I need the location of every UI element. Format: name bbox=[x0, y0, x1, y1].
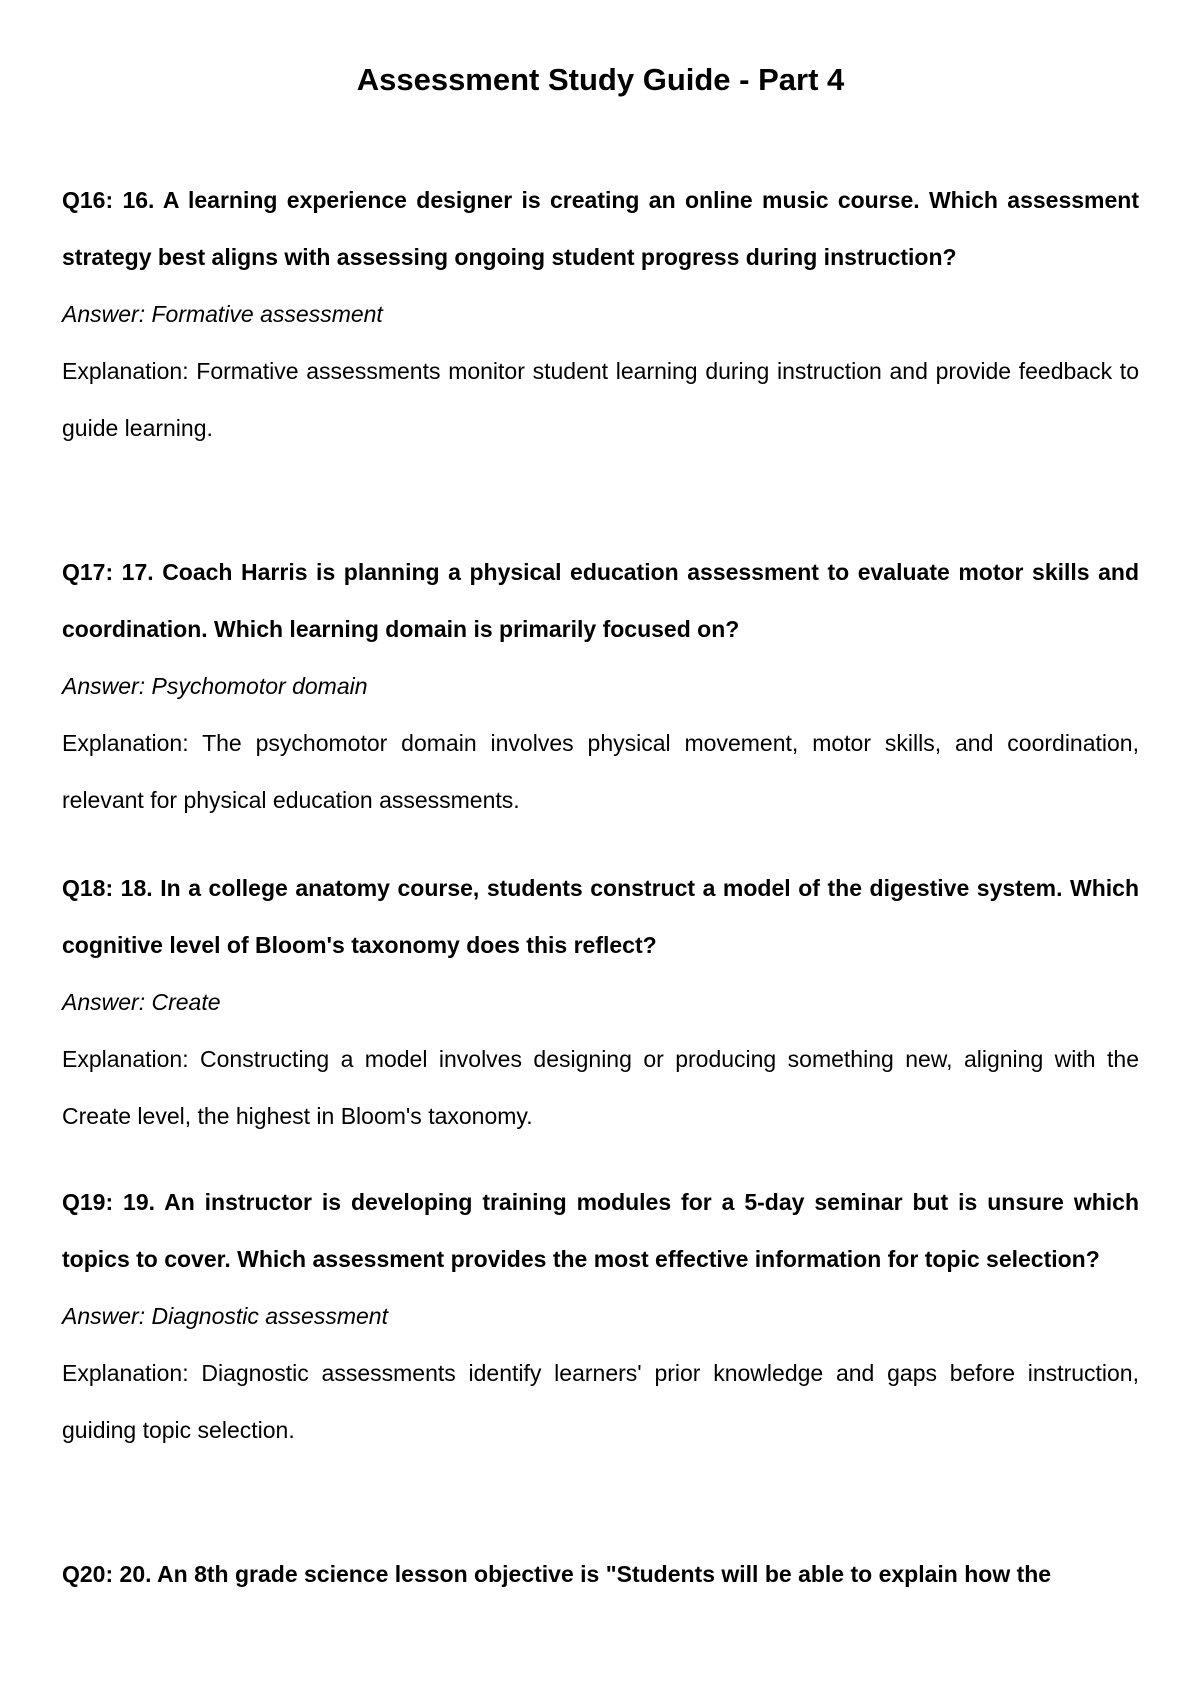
answer-text: Answer: Psychomotor domain bbox=[62, 673, 368, 699]
question-text: Q16: 16. A learning experience designer is creating an online music course. Which assessment strategy best aligns with assessing ongoing student progress during instruction? bbox=[62, 187, 1139, 270]
answer-text: Answer: Formative assessment bbox=[62, 301, 383, 327]
explanation-text: Explanation: The psychomotor domain involves physical movement, motor skills, and coordination, relevant for physical education assessments. bbox=[62, 730, 1139, 813]
question-block-q16 bbox=[62, 172, 1139, 457]
explanation-text: Explanation: Constructing a model involves designing or producing something new, aligning with the Create level, the highest in Bloom's taxonomy. bbox=[62, 1046, 1139, 1129]
question-text: Q20: 20. An 8th grade science lesson objective is "Students will be able to explain how the bbox=[62, 1561, 1052, 1587]
question-block-q19 bbox=[62, 1174, 1139, 1459]
answer-text: Answer: Diagnostic assessment bbox=[62, 1303, 388, 1329]
question-text: Q17: 17. Coach Harris is planning a physical education assessment to evaluate motor skills and coordination. Which learning domain is primarily focused on? bbox=[62, 559, 1139, 642]
question-block-q20 bbox=[62, 1546, 1139, 1603]
question-text: Q19: 19. An instructor is developing training modules for a 5-day seminar but is unsure which topics to cover. Which assessment provides the most effective information for topic selection? bbox=[62, 1189, 1139, 1272]
question-block-q17 bbox=[62, 544, 1139, 829]
explanation-text: Explanation: Formative assessments monitor student learning during instruction and provide feedback to guide learning. bbox=[62, 358, 1139, 441]
explanation-text: Explanation: Diagnostic assessments identify learners' prior knowledge and gaps before instruction, guiding topic selection. bbox=[62, 1360, 1139, 1443]
answer-text: Answer: Create bbox=[62, 989, 221, 1015]
document-title: Assessment Study Guide - Part 4 bbox=[356, 62, 845, 97]
question-block-q18 bbox=[62, 860, 1139, 1145]
question-text: Q18: 18. In a college anatomy course, students construct a model of the digestive system. Which cognitive level of Bloom's taxonomy does this reflect? bbox=[62, 875, 1139, 958]
